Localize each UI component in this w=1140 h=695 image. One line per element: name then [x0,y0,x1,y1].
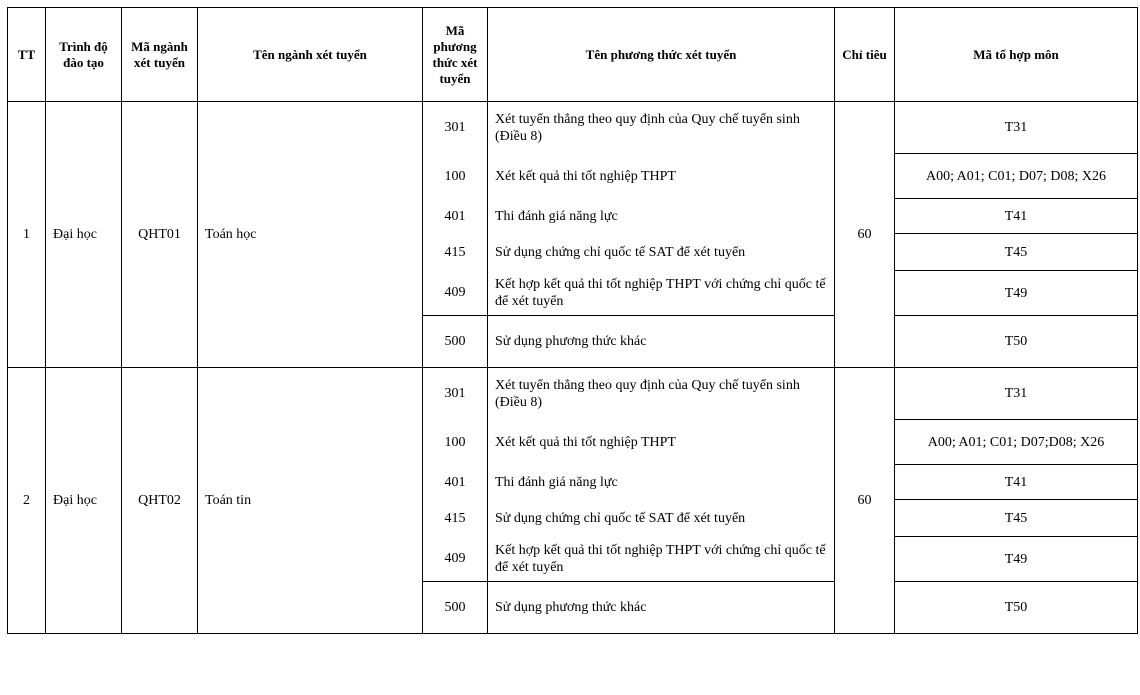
method-name: Xét kết quả thi tốt nghiệp THPT [488,154,835,199]
method-name: Sử dụng chứng chỉ quốc tế SAT để xét tuyển [488,234,835,271]
method-code: 100 [423,154,488,199]
table-row [8,102,1138,154]
subject-combination: A00; A01; C01; D07;D08; X26 [895,420,1138,465]
quota: 60 [835,368,895,634]
method-code: 415 [423,500,488,537]
header-major-code: Mã ngành xét tuyển [122,8,198,102]
method-code: 401 [423,465,488,500]
subject-combination: T50 [895,582,1138,634]
header-level: Trình độ đào tạo [46,8,122,102]
training-level: Đại học [46,102,122,368]
method-code: 301 [423,102,488,154]
method-code: 500 [423,316,488,368]
method-name: Xét tuyển thẳng theo quy định của Quy chế tuyển sinh (Điều 8) [488,102,835,154]
major-name: Toán học [198,102,423,368]
method-name: Xét tuyển thẳng theo quy định của Quy chế tuyển sinh (Điều 8) [488,368,835,420]
header-method-name: Tên phương thức xét tuyển [488,8,835,102]
method-code: 415 [423,234,488,271]
method-code: 301 [423,368,488,420]
method-code: 401 [423,199,488,234]
method-name: Thi đánh giá năng lực [488,199,835,234]
method-name: Sử dụng chứng chỉ quốc tế SAT để xét tuyển [488,500,835,537]
quota: 60 [835,102,895,368]
table-body [8,102,1138,634]
method-code: 500 [423,582,488,634]
subject-combination: T41 [895,465,1138,500]
subject-combination: T49 [895,271,1138,316]
subject-combination: T50 [895,316,1138,368]
training-level: Đại học [46,368,122,634]
method-name: Kết hợp kết quả thi tốt nghiệp THPT với chứng chỉ quốc tế để xét tuyển [488,271,835,316]
header-combo: Mã tổ hợp môn [895,8,1138,102]
admission-table [7,7,1138,634]
major-name: Toán tin [198,368,423,634]
subject-combination: T41 [895,199,1138,234]
major-code: QHT02 [122,368,198,634]
header-row [8,8,1138,102]
method-name: Xét kết quả thi tốt nghiệp THPT [488,420,835,465]
header-quota: Chỉ tiêu [835,8,895,102]
method-code: 100 [423,420,488,465]
method-code: 409 [423,537,488,582]
method-name: Sử dụng phương thức khác [488,316,835,368]
header-tt: TT [8,8,46,102]
subject-combination: A00; A01; C01; D07; D08; X26 [895,154,1138,199]
method-name: Sử dụng phương thức khác [488,582,835,634]
subject-combination: T45 [895,500,1138,537]
method-code: 409 [423,271,488,316]
subject-combination: T45 [895,234,1138,271]
row-index: 1 [8,102,46,368]
subject-combination: T31 [895,368,1138,420]
row-index: 2 [8,368,46,634]
method-name: Thi đánh giá năng lực [488,465,835,500]
header-major-name: Tên ngành xét tuyển [198,8,423,102]
header-method-code: Mã phương thức xét tuyển [423,8,488,102]
table-row [8,368,1138,420]
major-code: QHT01 [122,102,198,368]
method-name: Kết hợp kết quả thi tốt nghiệp THPT với chứng chỉ quốc tế để xét tuyển [488,537,835,582]
subject-combination: T31 [895,102,1138,154]
subject-combination: T49 [895,537,1138,582]
